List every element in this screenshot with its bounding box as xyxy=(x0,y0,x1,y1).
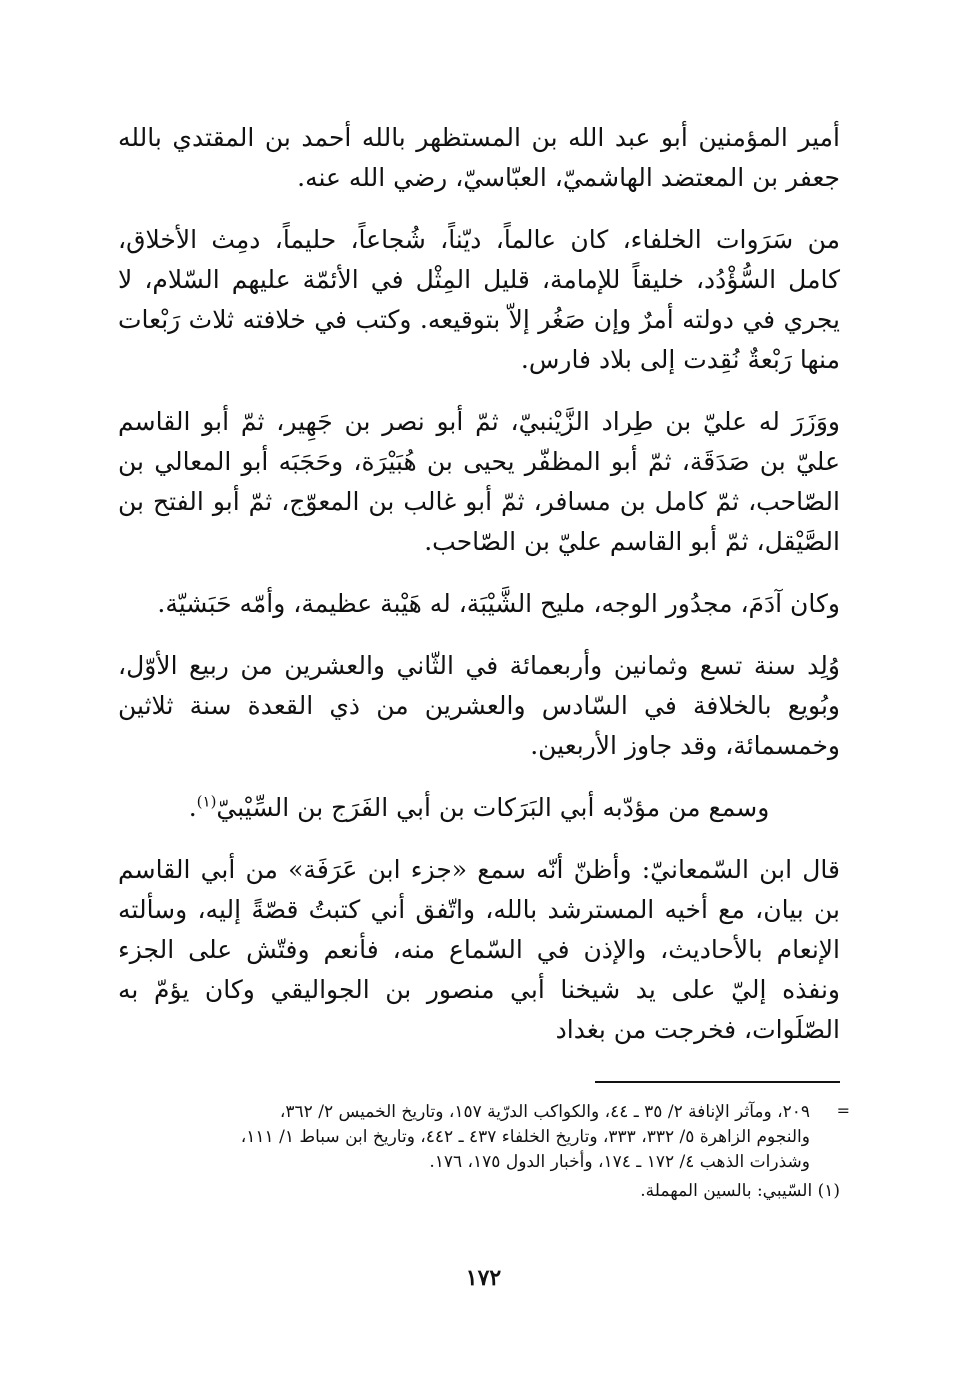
paragraph-hearing xyxy=(118,788,840,828)
main-text xyxy=(118,118,840,1072)
paragraph-hearing-period: . xyxy=(188,793,197,822)
paragraph-hearing-text: وسمع من مؤدّبه أبي البَرَكات بن أبي الفَرَج بن السِّيْبيّ xyxy=(216,793,770,822)
footnote-divider xyxy=(595,1081,840,1083)
paragraph-caliph-qualities: من سَرَوات الخلفاء، كان عالماً، ديّناً، شُجاعاً، حليماً، دمِث الأخلاق، كامل السُّؤْدُد، خليقاً للإمامة، قليل المِثْل في الأئمّة عليهم السّلام، لا يجري في دولته أمرٌ وإن صَغُر إلاّ بتوقيعه. وكتب في خلافته ثلاث رَبْعات منها رَبْعةٌ نُقِدت إلى بلاد فارس. xyxy=(118,225,841,374)
continuation-mark: = xyxy=(836,1101,850,1120)
footnote-sources xyxy=(118,1100,850,1175)
footnote-sources-line: وشذرات الذهب ٤/ ١٧٢ ـ ١٧٤، وأخبار الدول ١٧٥، ١٧٦. xyxy=(429,1152,810,1172)
paragraph-caliph-name: أمير المؤمنين أبو عبد الله بن المستظهر بالله أحمد بن المقتدي بالله جعفر بن المعتضد الهاشميّ، العبّاسيّ، رضي الله عنه. xyxy=(118,123,840,192)
paragraph-viziers: ووَزَرَ له عليّ بن طِراد الزَّيْنبيّ، ثمّ أبو نصر بن جَهِير، ثمّ أبو القاسم عليّ بن صَدَقَة، ثمّ أبو المظفّر يحيى بن هُبَيْرَة، وحَجَبَه أبو المعالي بن الصّاحب، ثمّ كامل بن مسافر، ثمّ أبو غالب بن المعوّج، ثمّ أبو الفتح بن الصَّيْقل، ثمّ أبو القاسم عليّ بن الصّاحب. xyxy=(118,407,840,556)
footnote-reference[interactable]: (١) xyxy=(196,792,217,811)
page-number: ١٧٢ xyxy=(465,1265,502,1291)
paragraph-birth: وُلِد سنة تسع وثمانين وأربعمائة في الثّاني والعشرين من ربيع الأوّل، وبُويع بالخلافة في السّادس والعشرين من ذي القعدة سنة ثلاثين وخمسمائة، وقد جاوز الأربعين. xyxy=(118,651,840,760)
paragraph-ibn-samani: قال ابن السّمعانيّ: وأظنّ أنّه سمع «جزء ابن عَرَفَة» من أبي القاسم بن بيان، مع أخيه المسترشد بالله، واتّفق أني كتبتُ قصّةً إليه، وسألته الإنعام بالأحاديث، والإذن في السّماع منه، فأنعم وفتّش على الجزء ونفذه إليّ على يد شيخنا أبي منصور بن الجواليقي وكان يؤمّ به الصّلَوات، فخرجت من بغداد xyxy=(118,855,840,1044)
paragraph-appearance: وكان آدَمَ، مجدُور الوجه، مليح الشَّيْبَة، له هَيْبة عظيمة، وأمّه حَبَشيّة. xyxy=(157,589,840,618)
footnotes-section xyxy=(118,1100,850,1204)
footnote-sources-line: ٢٠٩، ومآثر الإنافة ٢/ ٣٥ ـ ٤٤، والكواكب الدرّية ١٥٧، وتاريخ الخميس ٢/ ٣٦٢، xyxy=(279,1102,810,1122)
footnote-sources-line: والنجوم الزاهرة ٥/ ٣٣٢، ٣٣٣، وتاريخ الخلفاء ٤٣٧ ـ ٤٤٢، وتاريخ ابن سباط ١/ ١١١، xyxy=(240,1127,810,1147)
footnote-1: (١) السّيبي: بالسين المهملة. xyxy=(640,1181,840,1201)
